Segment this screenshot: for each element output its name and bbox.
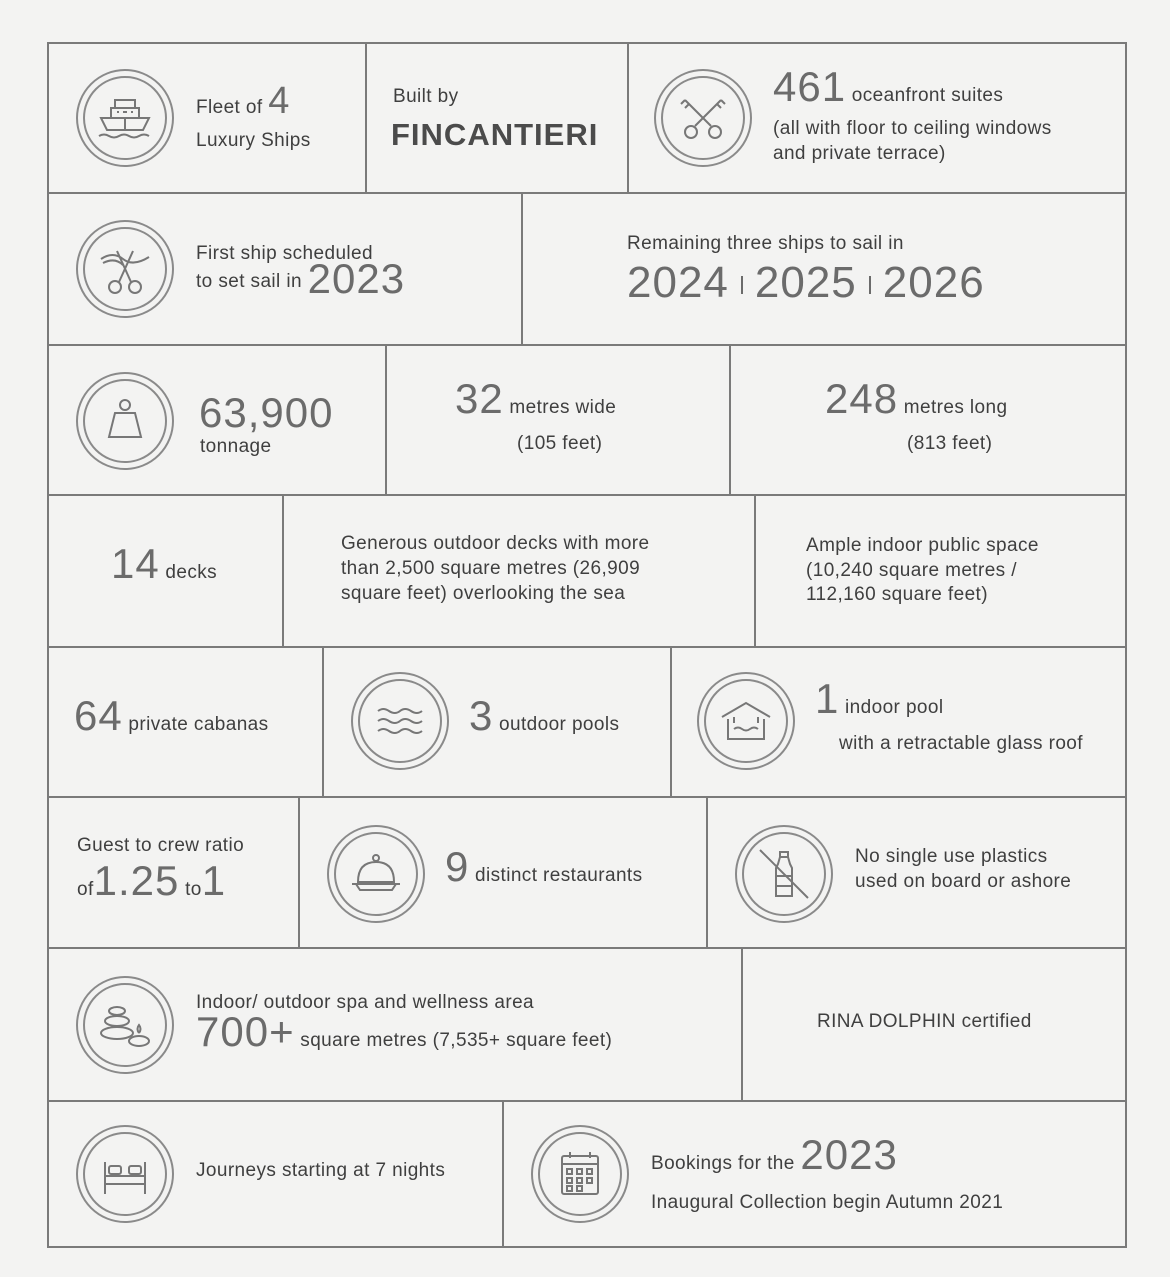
builder-cell [367,44,629,192]
indoor-pool-icon [697,672,795,770]
ratio-line1: Guest to crew ratio [77,835,245,856]
cabanas-text: 64 private cabanas [74,692,269,739]
remaining-years [627,258,985,308]
row-1 [49,44,1125,194]
bookings-cell [504,1102,1125,1246]
tonnage-number: 63,900 [199,389,334,436]
plastics-line2: used on board or ashore [855,871,1072,892]
year-2024: 2024 [627,258,729,307]
bed-icon [76,1125,174,1223]
row-3 [49,346,1125,496]
row-7 [49,949,1125,1102]
fact-grid [47,42,1127,1248]
row-6 [49,798,1125,949]
cabanas-cell [49,648,324,796]
outdoor-decks-line2: than 2,500 square metres (26,909 [341,558,641,579]
width-feet: (105 feet) [517,433,603,454]
first-ship-line2: to set sail in 2023 [196,255,406,302]
no-plastic-bottle-icon [735,825,833,923]
row-5 [49,648,1125,798]
outdoor-decks-line3: square feet) overlooking the sea [341,583,626,604]
indoor-space-line2: (10,240 square metres / [806,560,1017,581]
builder-label: Built by [393,86,459,107]
indoor-pool-text: 1 indoor pool [815,675,944,722]
spa-cell [49,949,743,1100]
first-ship-cell [49,194,523,344]
tonnage-cell [49,346,387,494]
row-8 [49,1102,1125,1246]
suites-line2: (all with floor to ceiling windows [773,118,1052,139]
width-cell [387,346,731,494]
width-text: 32 metres wide [455,375,617,422]
journeys-cell [49,1102,504,1246]
length-feet: (813 feet) [907,433,993,454]
scissors-ribbon-icon [76,220,174,318]
length-cell [731,346,1125,494]
first-ship-line1: First ship scheduled [196,243,373,264]
fleet-line2: Luxury Ships [196,130,311,151]
fleet-cell [49,44,367,192]
remaining-label: Remaining three ships to sail in [627,233,904,254]
length-text: 248 metres long [825,375,1008,422]
spa-stones-icon [76,976,174,1074]
bookings-line2: Inaugural Collection begin Autumn 2021 [651,1192,1004,1213]
decks-cell [49,496,284,646]
row-4 [49,496,1125,648]
outdoor-pools-cell [324,648,672,796]
outdoor-decks-line1: Generous outdoor decks with more [341,533,650,554]
keys-icon [654,69,752,167]
restaurants-cell [300,798,708,947]
weight-icon [76,372,174,470]
indoor-pool-cell [672,648,1125,796]
plastics-cell [708,798,1125,947]
outdoor-decks-cell [284,496,756,646]
waves-icon [351,672,449,770]
row-2 [49,194,1125,346]
journeys-text: Journeys starting at 7 nights [196,1160,446,1181]
fincantieri-logo: FINCANTIERI [391,117,599,152]
year-2025: 2025 [754,258,857,307]
indoor-space-line1: Ample indoor public space [806,535,1039,556]
ship-icon [76,69,174,167]
bookings-line1: Bookings for the 2023 [651,1131,898,1178]
decks-text: 14 decks [111,540,218,587]
ratio-cell [49,798,300,947]
tonnage-label: tonnage [200,436,272,457]
suites-text: 461 oceanfront suites [773,63,1004,110]
outdoor-pools-text: 3 outdoor pools [469,692,620,739]
plastics-line1: No single use plastics [855,846,1048,867]
suites-line3: and private terrace) [773,143,946,164]
calendar-icon [531,1125,629,1223]
cloche-icon [327,825,425,923]
rina-cell [743,949,1125,1100]
suites-cell [629,44,1125,192]
remaining-cell [523,194,1125,344]
spa-line2: 700+ square metres (7,535+ square feet) [196,1008,613,1055]
indoor-space-line3: 112,160 square feet) [806,584,988,605]
indoor-pool-line2: with a retractable glass roof [839,733,1083,754]
spa-line1: Indoor/ outdoor spa and wellness area [196,992,535,1013]
year-2026: 2026 [882,258,985,307]
indoor-space-cell [756,496,1125,646]
ratio-values: of1.25 to1 [77,857,227,904]
fleet-text: Fleet of 4 [196,80,291,122]
restaurants-text: 9 distinct restaurants [445,843,643,890]
rina-text: RINA DOLPHIN certified [817,1011,1032,1032]
